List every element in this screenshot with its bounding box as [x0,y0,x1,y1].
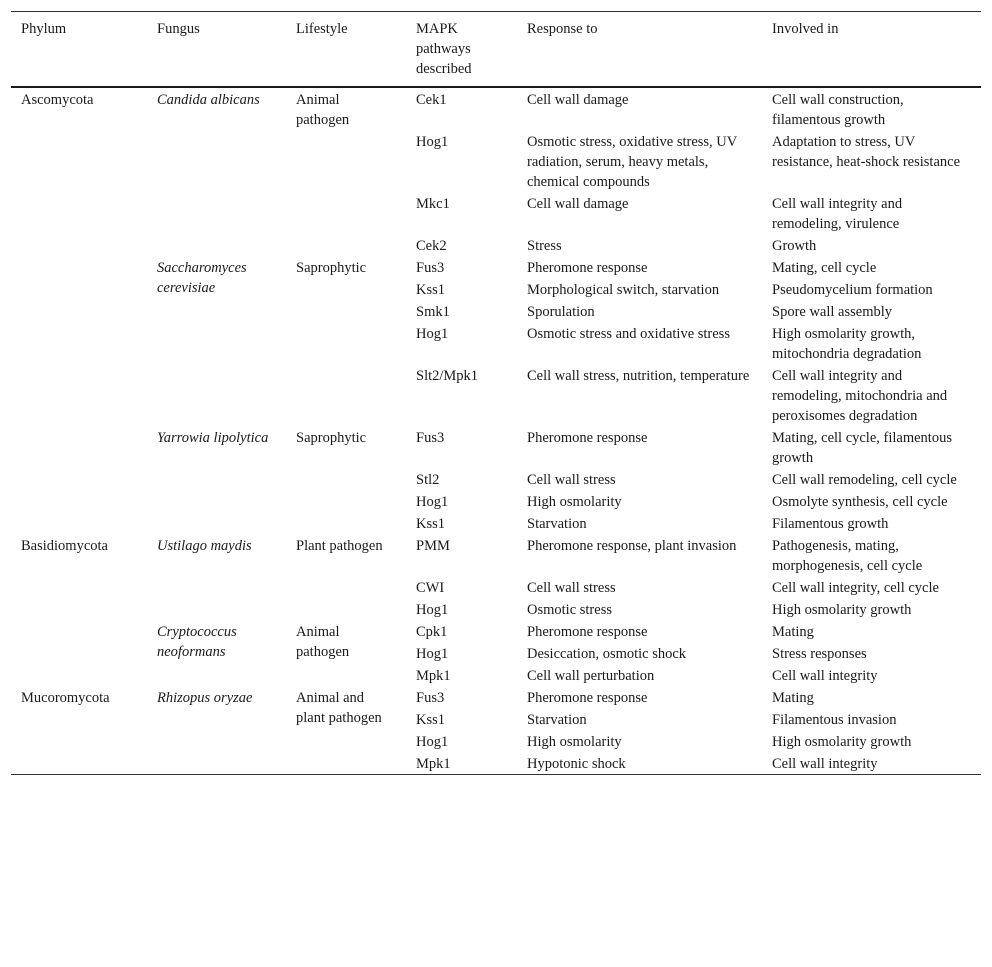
header-mapk: MAPK pathways described [416,21,472,77]
mapk-cell: Stl2 [416,472,440,488]
mapk-cell: Cpk1 [416,624,448,640]
fungus-cell: Cryptococcus neoformans [157,624,237,660]
mapk-cell: Hog1 [416,494,449,510]
header-lifestyle: Lifestyle [296,21,348,37]
involved-cell: Filamentous invasion [772,712,897,728]
mapk-cell: Hog1 [416,326,449,342]
response-cell: Pheromone response [527,430,648,446]
involved-cell: Cell wall integrity and remodeling, virulence [772,196,903,232]
table-header [11,12,981,88]
response-cell: Stress [527,238,562,254]
response-cell: Pheromone response, plant invasion [527,538,737,554]
header-response: Response to [527,21,598,37]
involved-cell: Pathogenesis, mating, morphogenesis, cell cycle [772,538,923,574]
involved-cell: Mating, cell cycle, filamentous growth [772,430,952,466]
mapk-cell: Cek2 [416,238,447,254]
mapk-cell: Fus3 [416,260,445,276]
lifestyle-cell: Plant pathogen [296,538,383,554]
response-cell: Desiccation, osmotic shock [527,646,687,662]
response-cell: Starvation [527,516,587,532]
table-row [11,426,981,468]
involved-cell: Growth [772,238,817,254]
response-cell: Pheromone response [527,624,648,640]
header-involved: Involved in [772,21,839,37]
table-row [11,87,981,130]
involved-cell: Mating [772,690,814,706]
response-cell: Osmotic stress, oxidative stress, UV radiation, serum, heavy metals, chemical compounds [527,134,737,190]
involved-cell: Mating [772,624,814,640]
involved-cell: High osmolarity growth, mitochondria degradation [772,326,922,362]
phylum-cell: Ascomycota [21,92,94,108]
involved-cell: Stress responses [772,646,867,662]
mapk-cell: Kss1 [416,282,446,298]
mapk-cell: Mpk1 [416,756,451,772]
response-cell: Pheromone response [527,260,648,276]
mapk-cell: Kss1 [416,516,446,532]
mapk-cell: Kss1 [416,712,446,728]
response-cell: Osmotic stress [527,602,612,618]
involved-cell: Mating, cell cycle [772,260,877,276]
fungus-cell: Ustilago maydis [157,538,252,554]
header-row [11,12,981,88]
mapk-cell: Hog1 [416,734,449,750]
involved-cell: High osmolarity growth [772,602,912,618]
mapk-cell: Mpk1 [416,668,451,684]
table-row [11,686,981,708]
mapk-cell: Fus3 [416,430,445,446]
involved-cell: Spore wall assembly [772,304,893,320]
lifestyle-cell: Saprophytic [296,260,367,276]
mapk-pathways-table [11,11,981,775]
mapk-cell: Hog1 [416,602,449,618]
involved-cell: Cell wall integrity [772,756,878,772]
response-cell: Cell wall perturbation [527,668,655,684]
lifestyle-cell: Animal pathogen [296,92,350,128]
involved-cell: Cell wall integrity [772,668,878,684]
table-body [11,87,981,775]
table-row [11,256,981,278]
response-cell: Sporulation [527,304,595,320]
mapk-cell: Hog1 [416,646,449,662]
phylum-cell: Basidiomycota [21,538,108,554]
lifestyle-cell: Animal pathogen [296,624,350,660]
header-phylum: Phylum [21,21,67,37]
fungus-cell: Saccharomyces cerevisiae [157,260,247,296]
involved-cell: Osmolyte synthesis, cell cycle [772,494,948,510]
response-cell: Cell wall stress [527,472,616,488]
mapk-cell: Slt2/Mpk1 [416,368,479,384]
involved-cell: Filamentous growth [772,516,889,532]
involved-cell: Cell wall construction, filamentous growth [772,92,904,128]
fungus-cell: Candida albicans [157,92,260,108]
response-cell: High osmolarity [527,734,622,750]
mapk-cell: PMM [416,538,450,554]
mapk-cell: Cek1 [416,92,447,108]
response-cell: Cell wall damage [527,196,629,212]
fungus-cell: Yarrowia lipolytica [157,430,269,446]
response-cell: Starvation [527,712,587,728]
response-cell: Cell wall stress, nutrition, temperature [527,368,750,384]
involved-cell: Adaptation to stress, UV resistance, heat-shock resistance [772,134,961,170]
mapk-cell: Mkc1 [416,196,450,212]
table-row [11,534,981,576]
involved-cell: Pseudomycelium formation [772,282,933,298]
involved-cell: Cell wall remodeling, cell cycle [772,472,957,488]
involved-cell: Cell wall integrity and remodeling, mitochondria and peroxisomes degradation [772,368,948,424]
header-fungus: Fungus [157,21,200,37]
involved-cell: Cell wall integrity, cell cycle [772,580,939,596]
lifestyle-cell: Saprophytic [296,430,367,446]
response-cell: Pheromone response [527,690,648,706]
involved-cell: High osmolarity growth [772,734,912,750]
fungus-cell: Rhizopus oryzae [157,690,253,706]
response-cell: Osmotic stress and oxidative stress [527,326,730,342]
response-cell: Morphological switch, starvation [527,282,720,298]
table-row [11,620,981,642]
response-cell: High osmolarity [527,494,622,510]
response-cell: Hypotonic shock [527,756,626,772]
response-cell: Cell wall stress [527,580,616,596]
mapk-cell: CWI [416,580,445,596]
response-cell: Cell wall damage [527,92,629,108]
lifestyle-cell: Animal and plant pathogen [296,690,382,726]
mapk-cell: Hog1 [416,134,449,150]
mapk-cell: Fus3 [416,690,445,706]
phylum-cell: Mucoromycota [21,690,110,706]
mapk-cell: Smk1 [416,304,450,320]
